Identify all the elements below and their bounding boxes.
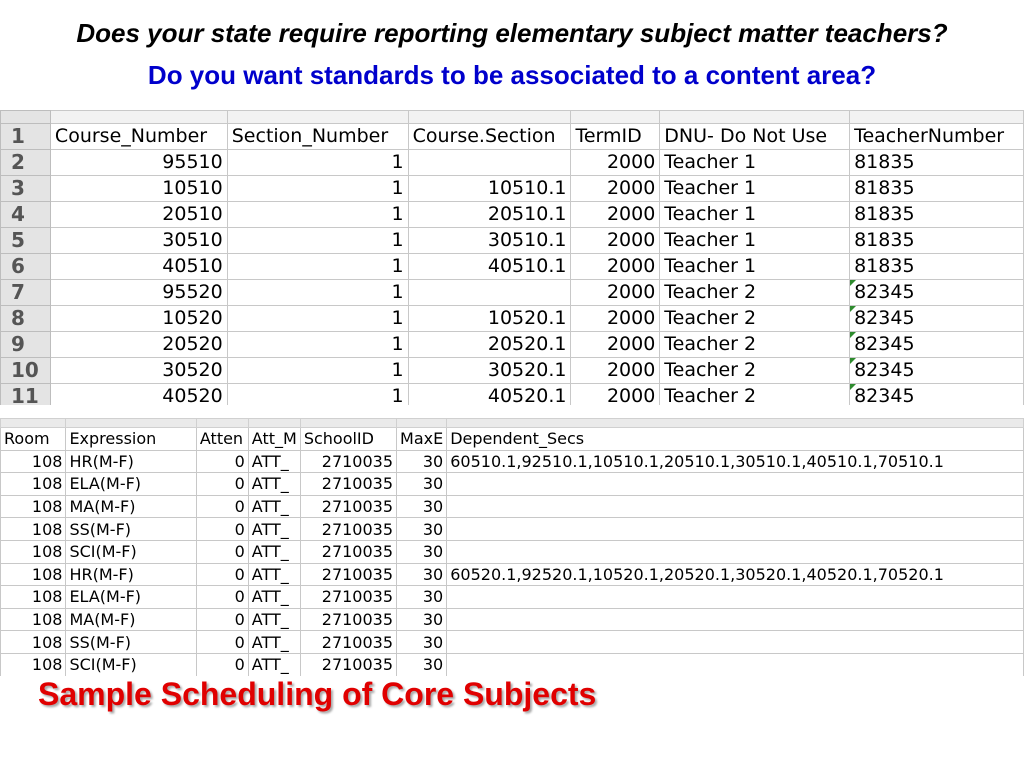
table-cell[interactable]: 0 [196, 586, 248, 609]
row-number[interactable]: 8 [1, 306, 51, 332]
table-row [1, 202, 1024, 228]
table-cell[interactable]: ATT_ [248, 608, 300, 631]
column-header-strip [1, 419, 66, 428]
table-row [1, 384, 1024, 406]
table-cell[interactable]: Teacher 1 [660, 202, 850, 228]
column-header-cell[interactable]: Course.Section [408, 124, 571, 150]
table-cell[interactable]: 81835 [850, 176, 1024, 202]
table-cell[interactable]: 2710035 [300, 495, 396, 518]
table-cell[interactable]: 2000 [571, 280, 660, 306]
table-cell[interactable]: 30 [397, 586, 447, 609]
column-header-strip [248, 419, 300, 428]
table-cell[interactable]: 108 [1, 586, 66, 609]
table-row [1, 306, 1024, 332]
table-cell[interactable]: 108 [1, 450, 66, 473]
row-number[interactable]: 10 [1, 358, 51, 384]
table-cell[interactable]: 40510 [50, 254, 227, 280]
table-cell[interactable]: 81835 [850, 202, 1024, 228]
table-cell[interactable]: Teacher 1 [660, 228, 850, 254]
table-cell[interactable]: 1 [227, 150, 408, 176]
table-cell[interactable]: 1 [227, 202, 408, 228]
table-cell[interactable]: 60520.1,92520.1,10520.1,20520.1,30520.1,40520.1,70520.1 [447, 563, 1024, 586]
column-header-strip [196, 419, 248, 428]
table-cell[interactable]: SS(M-F) [66, 518, 196, 541]
table-cell[interactable]: 30 [397, 608, 447, 631]
column-header-strip [408, 111, 571, 124]
table-row [1, 518, 1024, 541]
table-row [1, 280, 1024, 306]
table-cell[interactable]: Teacher 1 [660, 254, 850, 280]
table-cell[interactable]: ATT_ [248, 450, 300, 473]
table-cell[interactable]: 2000 [571, 228, 660, 254]
table-cell[interactable]: ATT_ [248, 653, 300, 676]
table-cell[interactable]: ATT_ [248, 586, 300, 609]
column-header-strip [66, 419, 196, 428]
table-cell[interactable]: Teacher 2 [660, 358, 850, 384]
table-row [1, 254, 1024, 280]
table-cell[interactable]: 20520.1 [408, 332, 571, 358]
table-cell[interactable]: 2710035 [300, 653, 396, 676]
table-cell[interactable]: 82345 [850, 384, 1024, 406]
table-cell[interactable]: SS(M-F) [66, 631, 196, 654]
column-header-cell[interactable]: SchoolID [300, 428, 396, 451]
table-cell[interactable]: 1 [227, 176, 408, 202]
table-cell[interactable] [447, 631, 1024, 654]
table-cell[interactable]: 10520 [50, 306, 227, 332]
table-cell[interactable]: 30 [397, 540, 447, 563]
table-cell[interactable]: 30520.1 [408, 358, 571, 384]
table-cell[interactable]: 2710035 [300, 518, 396, 541]
table-cell[interactable]: 0 [196, 608, 248, 631]
column-header-strip [447, 419, 1024, 428]
table-row [1, 332, 1024, 358]
section-spreadsheet [0, 418, 1024, 676]
table-cell[interactable]: 2000 [571, 358, 660, 384]
table-cell[interactable]: 40520 [50, 384, 227, 406]
table-cell[interactable]: 108 [1, 563, 66, 586]
table-row [1, 631, 1024, 654]
table-cell[interactable]: 108 [1, 495, 66, 518]
table-cell[interactable]: 20510.1 [408, 202, 571, 228]
row-number[interactable]: 4 [1, 202, 51, 228]
column-header-cell[interactable]: DNU- Do Not Use [660, 124, 850, 150]
table-cell[interactable]: 108 [1, 540, 66, 563]
table-cell[interactable]: 30510 [50, 228, 227, 254]
corner-cell [1, 111, 51, 124]
row-number[interactable]: 11 [1, 384, 51, 406]
table-row [1, 473, 1024, 496]
row-number[interactable]: 2 [1, 150, 51, 176]
table-cell[interactable]: 30 [397, 563, 447, 586]
table-cell[interactable]: 108 [1, 608, 66, 631]
table-cell[interactable]: 82345 [850, 358, 1024, 384]
table-cell[interactable]: 1 [227, 254, 408, 280]
table-cell[interactable]: SCI(M-F) [66, 540, 196, 563]
column-header-cell[interactable]: TermID [571, 124, 660, 150]
table-cell[interactable]: 0 [196, 563, 248, 586]
table-cell[interactable]: Teacher 2 [660, 384, 850, 406]
column-header-strip [660, 111, 850, 124]
table-cell[interactable]: Teacher 2 [660, 306, 850, 332]
table-cell[interactable]: 108 [1, 653, 66, 676]
table-cell[interactable]: ATT_ [248, 540, 300, 563]
column-header-strip [397, 419, 447, 428]
table-row [1, 228, 1024, 254]
table-cell[interactable] [447, 540, 1024, 563]
table-cell[interactable]: 1 [227, 358, 408, 384]
table-cell[interactable]: 2710035 [300, 473, 396, 496]
table-cell[interactable]: HR(M-F) [66, 450, 196, 473]
table-cell[interactable]: 1 [227, 306, 408, 332]
table-row [1, 653, 1024, 676]
row-number[interactable]: 1 [1, 124, 51, 150]
column-header-cell[interactable]: TeacherNumber [850, 124, 1024, 150]
table-cell[interactable]: 0 [196, 473, 248, 496]
table-cell[interactable]: 10510 [50, 176, 227, 202]
table-row [1, 563, 1024, 586]
table-cell[interactable]: 1 [227, 384, 408, 406]
column-header-strip [227, 111, 408, 124]
table-cell[interactable]: ATT_ [248, 518, 300, 541]
table-cell[interactable]: 2000 [571, 384, 660, 406]
table-cell[interactable] [408, 280, 571, 306]
table-cell[interactable]: 10510.1 [408, 176, 571, 202]
table-cell[interactable]: SCI(M-F) [66, 653, 196, 676]
table-cell[interactable] [447, 518, 1024, 541]
table-cell[interactable]: 82345 [850, 332, 1024, 358]
table-cell[interactable]: 2000 [571, 332, 660, 358]
table-cell[interactable]: 2000 [571, 254, 660, 280]
table-cell[interactable] [447, 653, 1024, 676]
column-header-strip [50, 111, 227, 124]
header-row [1, 428, 1024, 451]
table-cell[interactable]: ATT_ [248, 473, 300, 496]
table-cell[interactable]: 1 [227, 228, 408, 254]
table-row [1, 450, 1024, 473]
table-cell[interactable]: HR(M-F) [66, 563, 196, 586]
table-cell[interactable]: 30 [397, 450, 447, 473]
table-cell[interactable]: 10520.1 [408, 306, 571, 332]
header-row [1, 124, 1024, 150]
column-header-cell[interactable]: Room [1, 428, 66, 451]
table-cell[interactable]: 108 [1, 518, 66, 541]
table-cell[interactable] [447, 495, 1024, 518]
table-cell[interactable] [447, 608, 1024, 631]
row-number[interactable]: 7 [1, 280, 51, 306]
table-cell[interactable]: 2000 [571, 150, 660, 176]
table-cell[interactable]: 108 [1, 631, 66, 654]
table-cell[interactable]: 0 [196, 540, 248, 563]
table-cell[interactable] [408, 150, 571, 176]
table-cell[interactable]: 40510.1 [408, 254, 571, 280]
table-cell[interactable]: 30 [397, 495, 447, 518]
table-cell[interactable]: 30 [397, 653, 447, 676]
row-number[interactable]: 3 [1, 176, 51, 202]
column-header-cell[interactable]: Att_M [248, 428, 300, 451]
table-cell[interactable]: 2000 [571, 176, 660, 202]
table-cell[interactable]: 0 [196, 450, 248, 473]
table-cell[interactable]: ELA(M-F) [66, 586, 196, 609]
row-number[interactable]: 6 [1, 254, 51, 280]
table-cell[interactable]: 40520.1 [408, 384, 571, 406]
column-header-strip [850, 111, 1024, 124]
table-row [1, 540, 1024, 563]
table-cell[interactable]: 2710035 [300, 563, 396, 586]
table-row [1, 495, 1024, 518]
table-cell[interactable]: 81835 [850, 228, 1024, 254]
table-cell[interactable]: 82345 [850, 306, 1024, 332]
table-cell[interactable]: 60510.1,92510.1,10510.1,20510.1,30510.1,40510.1,70510.1 [447, 450, 1024, 473]
column-header-cell[interactable]: Atten [196, 428, 248, 451]
table-cell[interactable]: MA(M-F) [66, 608, 196, 631]
column-header-cell[interactable]: Expression [66, 428, 196, 451]
table-cell[interactable]: ATT_ [248, 631, 300, 654]
table-cell[interactable]: Teacher 1 [660, 150, 850, 176]
table-cell[interactable]: 0 [196, 631, 248, 654]
table-cell[interactable]: Teacher 2 [660, 332, 850, 358]
column-header-strip [300, 419, 396, 428]
table-row [1, 608, 1024, 631]
table-cell[interactable]: 2710035 [300, 631, 396, 654]
column-header-cell[interactable]: Dependent_Secs [447, 428, 1024, 451]
table-cell[interactable]: 2710035 [300, 540, 396, 563]
table-cell[interactable]: 95520 [50, 280, 227, 306]
table-cell[interactable]: 30 [397, 518, 447, 541]
table-row [1, 358, 1024, 384]
table-cell[interactable]: Teacher 2 [660, 280, 850, 306]
table-row [1, 150, 1024, 176]
row-number[interactable]: 5 [1, 228, 51, 254]
slide-caption: Sample Scheduling of Core Subjects [38, 676, 597, 712]
table-cell[interactable]: 81835 [850, 150, 1024, 176]
table-cell[interactable]: 30 [397, 631, 447, 654]
column-header-strip [571, 111, 660, 124]
table-cell[interactable]: 0 [196, 518, 248, 541]
table-cell[interactable]: 108 [1, 473, 66, 496]
table-cell[interactable]: 81835 [850, 254, 1024, 280]
table-cell[interactable]: ATT_ [248, 563, 300, 586]
table-cell[interactable]: 2000 [571, 306, 660, 332]
row-number[interactable]: 9 [1, 332, 51, 358]
table-cell[interactable]: 2710035 [300, 450, 396, 473]
column-header-cell[interactable]: Section_Number [227, 124, 408, 150]
table-cell[interactable]: 2710035 [300, 586, 396, 609]
table-cell[interactable]: 1 [227, 332, 408, 358]
column-header-cell[interactable]: Course_Number [50, 124, 227, 150]
table-cell[interactable]: 30520 [50, 358, 227, 384]
table-cell[interactable]: Teacher 1 [660, 176, 850, 202]
question-1-heading: Does your state require reporting elementary subject matter teachers? [76, 18, 948, 48]
table-row [1, 176, 1024, 202]
table-cell[interactable]: 82345 [850, 280, 1024, 306]
column-header-cell[interactable]: MaxE [397, 428, 447, 451]
table-cell[interactable]: 20520 [50, 332, 227, 358]
table-cell[interactable]: ATT_ [248, 495, 300, 518]
table-cell[interactable]: 0 [196, 653, 248, 676]
table-cell[interactable]: MA(M-F) [66, 495, 196, 518]
table-cell[interactable] [447, 586, 1024, 609]
table-cell[interactable]: ELA(M-F) [66, 473, 196, 496]
table-cell[interactable]: 30510.1 [408, 228, 571, 254]
table-cell[interactable]: 30 [397, 473, 447, 496]
table-cell[interactable] [447, 473, 1024, 496]
table-cell[interactable]: 20510 [50, 202, 227, 228]
question-2-heading: Do you want standards to be associated to a content area? [147, 60, 877, 90]
table-cell[interactable]: 2000 [571, 202, 660, 228]
table-cell[interactable]: 0 [196, 495, 248, 518]
table-row [1, 586, 1024, 609]
table-cell[interactable]: 1 [227, 280, 408, 306]
table-cell[interactable]: 2710035 [300, 608, 396, 631]
table-cell[interactable]: 95510 [50, 150, 227, 176]
course-spreadsheet [0, 110, 1024, 405]
